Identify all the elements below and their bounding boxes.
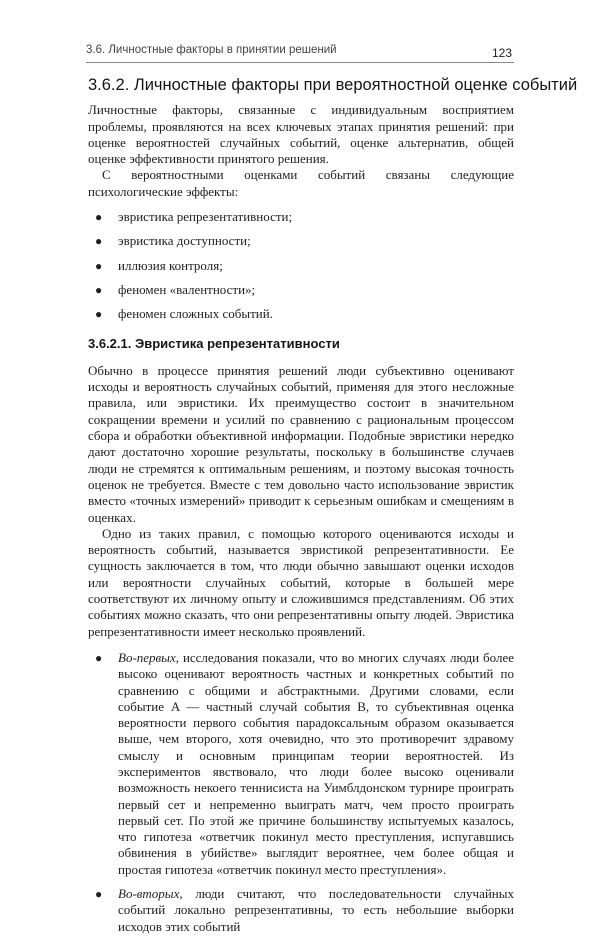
bullet-icon: ● (95, 210, 103, 225)
page-content (88, 66, 578, 943)
effects-list (88, 209, 514, 322)
paragraph: Личностные факторы, связанные с индивидуальным восприятием проблемы, проявляются на всех ключевых этапах принятия решений: при оценке вероятностей случайных событий, оценке альтернатив, общей оценке эффективности принятого решения. (88, 102, 514, 167)
subsection-title: 3.6.2.1. Эвристика репрезентативности (88, 335, 340, 351)
section-title: 3.6.2. Личностные факторы при вероятностной оценке событий (88, 76, 578, 94)
bullet-icon: ● (95, 307, 103, 322)
list-item: ● иллюзия контроля; (95, 257, 223, 273)
running-head: 3.6. Личностные факторы в принятии решений (86, 44, 337, 56)
bullet-icon: ● (95, 887, 103, 902)
list-item: ● феномен сложных событий. (95, 306, 273, 322)
bullet-icon: ● (95, 258, 103, 273)
bullet-icon: ● (95, 234, 103, 249)
paragraph: Одно из таких правил, с помощью которого оцениваются исходы и вероятность событий, называется эвристикой репрезентативности. Ее сущность заключается в том, что люди обычно завышают оценки исходов или вероятности случайных событий, которые в большей мере соответствуют их личному опыту и сложившимся представлениям. Об этих событиях можно сказать, что они репрезентативны опыту людей. Эвристика репрезентативности имеет несколько проявлений. (88, 525, 514, 639)
page-number: 123 (491, 46, 512, 60)
bullet-icon: ● (95, 282, 103, 297)
paragraph: С вероятностными оценками событий связаны следующие психологические эффекты: (88, 167, 514, 199)
list-item: ● Во-вторых, люди считают, что последовательности случайных событий локально репрезентативны, то есть небольшие выборки исходов этих событий (95, 886, 514, 934)
paragraph: Обычно в процессе принятия решений люди субъективно оценивают исходы и вероятность случайных событий, применяя для этого несложные правила, или эвристики. Их преимущество состоит в значительном сокращении времени и усилий по сравнению с рациональным процессом сбора и обработки объективной информации. Подобные эвристики нередко дают достаточно хорошие результаты, поскольку в большинстве случаев люди не стремятся к оптимальным решениям, и поэтому высокая точность оценок не требуется. Вместе с тем довольно часто использование эвристик вместо «точных измерений» приводит к серьезным ошибкам и смещениям в оценках. (88, 362, 514, 525)
list-item: ● феномен «валентности»; (95, 281, 256, 297)
bullet-icon: ● (95, 650, 103, 665)
header-rule (86, 62, 514, 63)
list-item: ● Во-первых, исследования показали, что во многих случаях люди более высоко оценивают вероятность частных и конкретных событий по сравнению с общими и абстрактными. Другими словами, если событие A — частный случай события B, то субъективная оценка вероятности первого события парадоксальным образом оказывается выше, чем второго, хотя очевидно, что это противоречит здравому смыслу и основным принципам теории вероятностей. Из экспериментов явствовало, что люди более высоко оценивали возможность некоего теннисиста на Уимблдонском турнире проиграть первый сет и непременно выиграть матч, чем просто проиграть первый сет. По этой же причине большинству испытуемых казалось, что гипотеза «ответчик покинул место преступления, испугавшись обвинения в убийстве» выглядит вероятнее, чем более общая и простая гипотеза «ответчик покинул место преступления». (95, 649, 514, 877)
list-item: ● эвристика доступности; (95, 233, 251, 249)
manifestations-list (88, 650, 514, 935)
list-item: ● эвристика репрезентативности; (95, 209, 293, 225)
